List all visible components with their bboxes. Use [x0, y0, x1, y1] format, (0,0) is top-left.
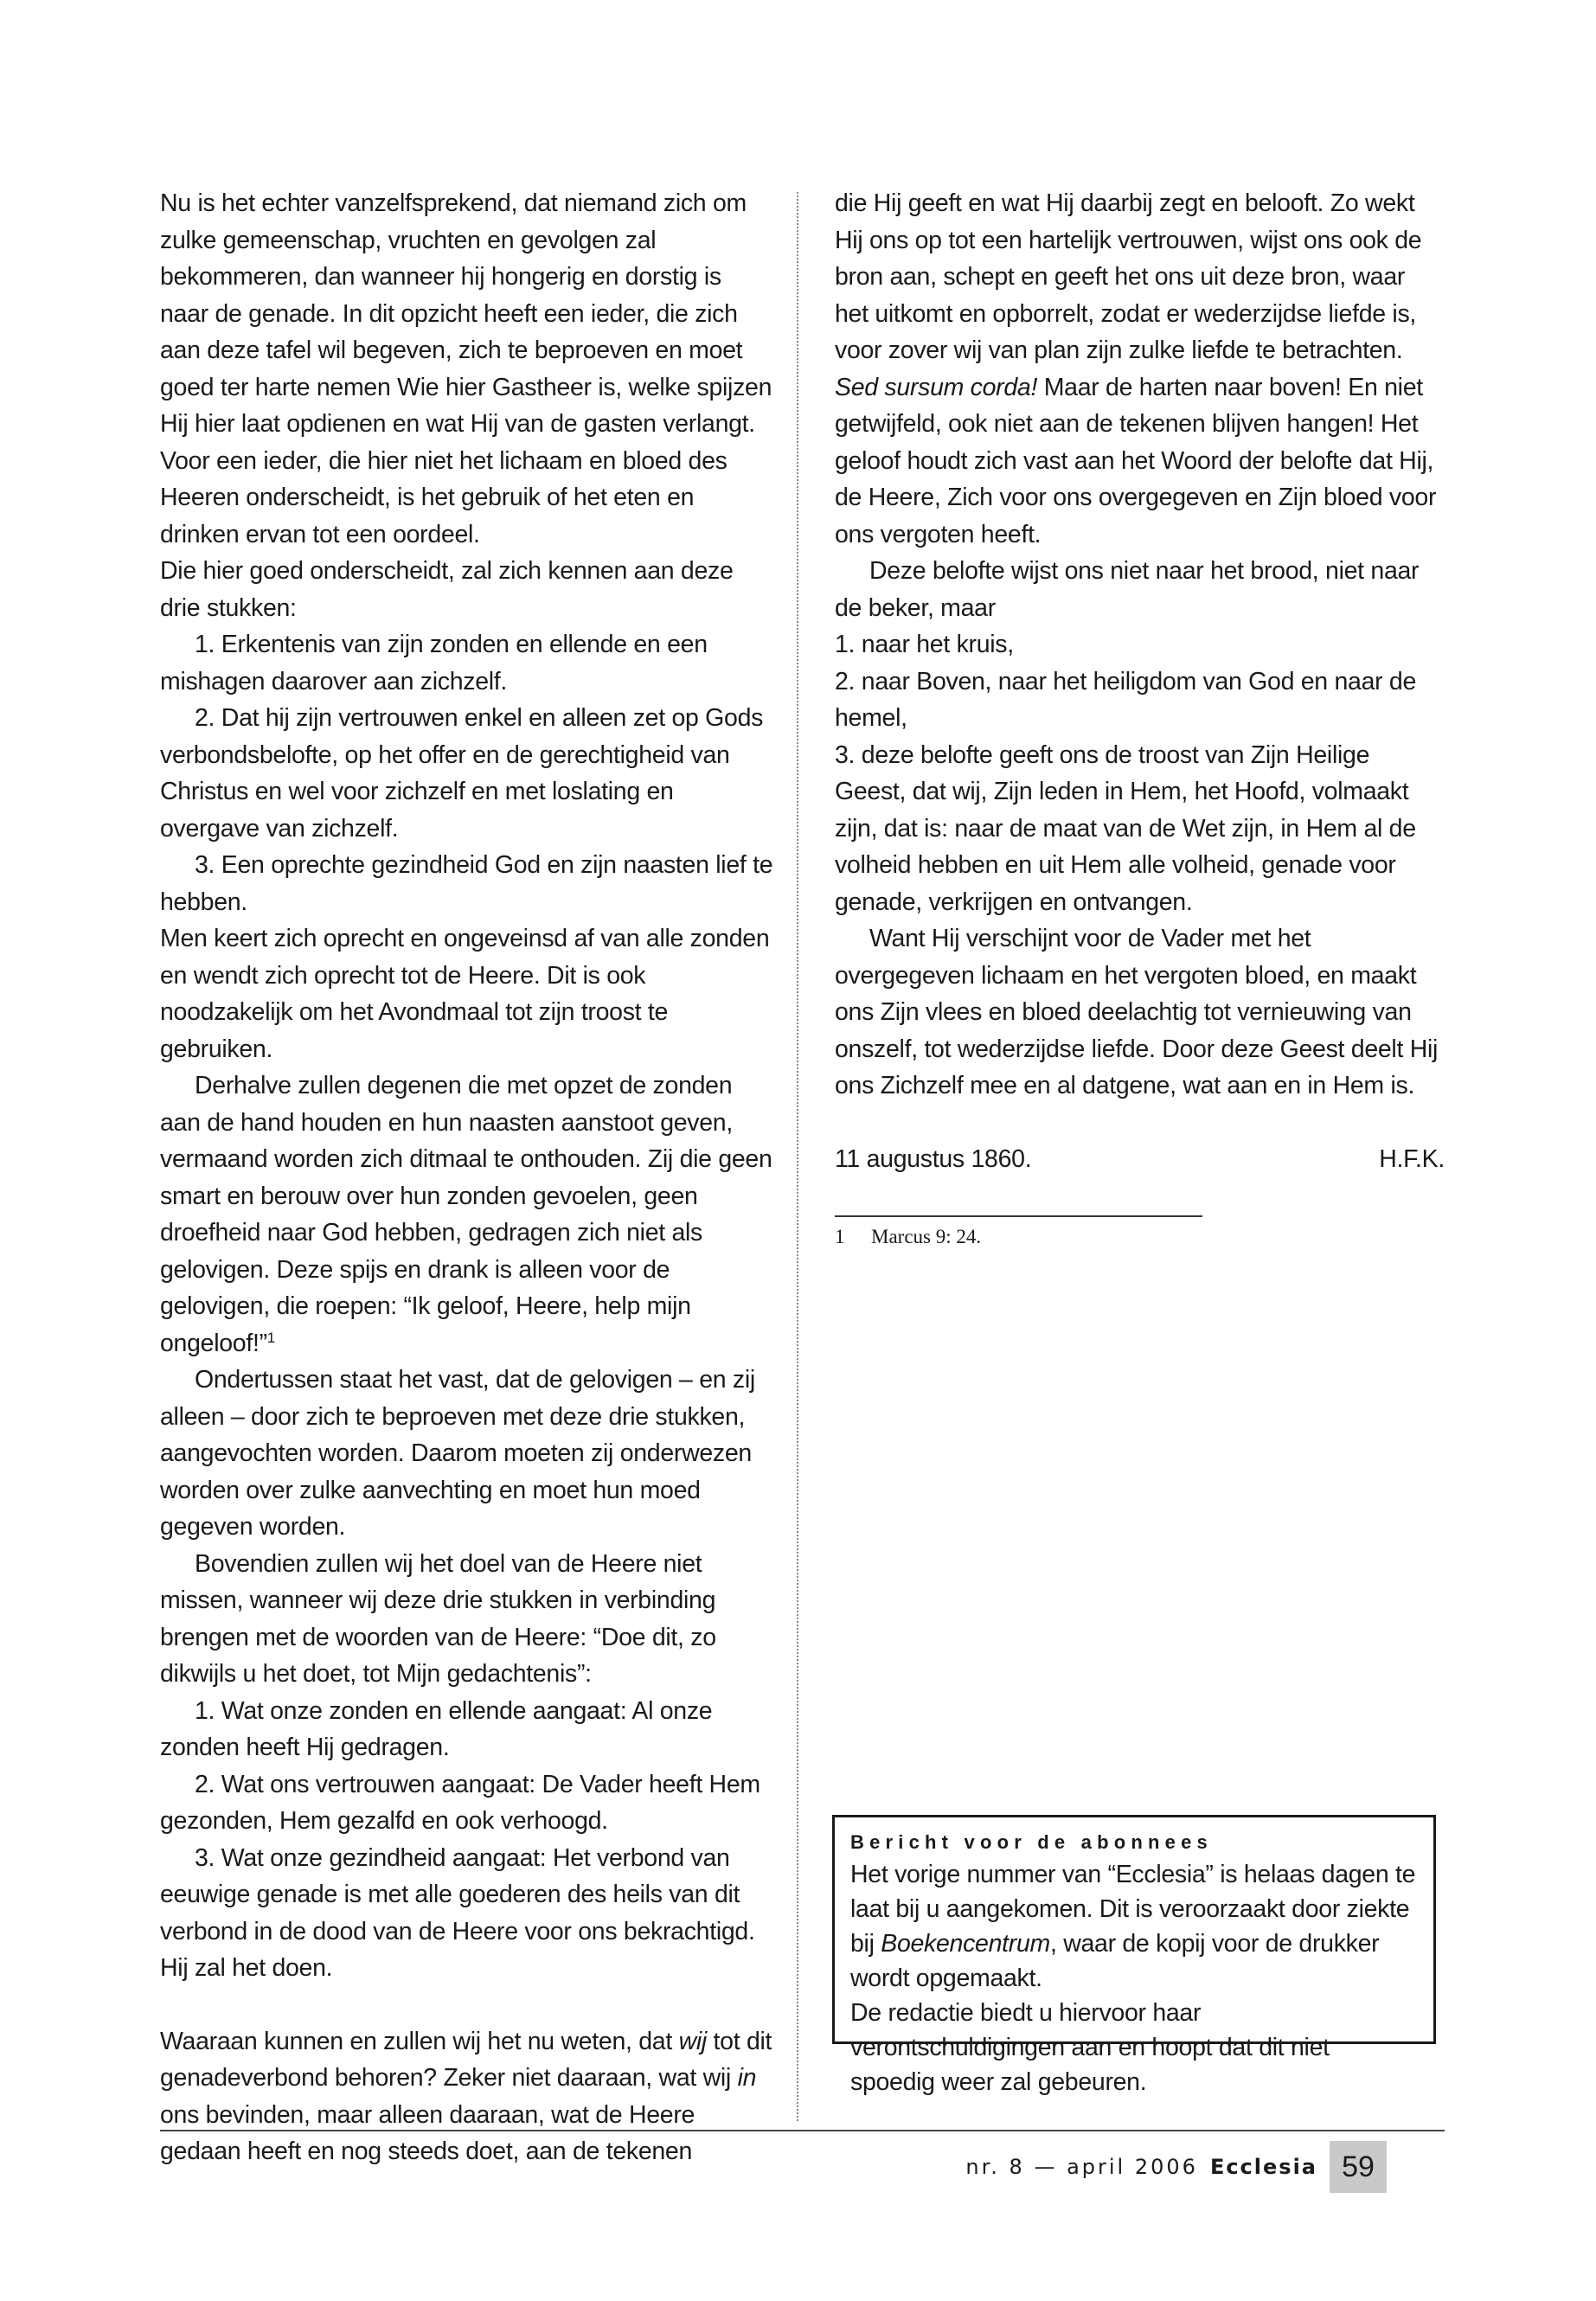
paragraph: Deze belofte wijst ons niet naar het brood, niet naar de beker, maar — [835, 557, 1420, 622]
list-item: 2. naar Boven, naar het heiligdom van God en naar de hemel, — [835, 667, 1417, 732]
list-item: 3. deze belofte geeft ons de troost van Zijn Heilige Geest, dat wij, Zijn leden in Hem, het Hoofd, volmaakt zijn, dat is: naar de maat van de Wet zijn, in Hem al de volheid hebben en uit Hem alle volheid, genade voor genade, verkrijgen en ontvangen. — [835, 740, 1416, 916]
paragraph — [160, 2023, 774, 2170]
italic-text: in — [737, 2064, 757, 2092]
paragraph: Nu is het echter vanzelfsprekend, dat niemand zich om zulke gemeenschap, vruchten en gevolgen zal bekommeren, dan wanneer hij hongerig en dorstig is naar de genade. In dit opzicht heeft een ieder, die zich aan deze tafel wil begeven, zich te beproeven en moet goed ter harte nemen Wie hier Gastheer is, welke spijzen Hij hier laat opdienen en wat Hij van de gasten verlangt. Voor een ieder, die hier niet het lichaam en bloed des Heeren onderscheidt, is het gebruik of het eten en drinken ervan tot een oordeel. — [160, 189, 772, 548]
list-item: 1. naar het kruis, — [835, 631, 1014, 658]
right-column — [835, 185, 1445, 1177]
dateline — [835, 1141, 1445, 1178]
footnote-text: Marcus 9: 24. — [871, 1226, 982, 1247]
left-column — [160, 185, 774, 2170]
notice-heading: Bericht voor de abonnees — [850, 1831, 1213, 1853]
list-item: 1. Erkentenis van zijn zonden en ellende en een mishagen daarover aan zichzelf. — [160, 631, 708, 695]
footer-rule — [160, 2130, 1445, 2131]
italic-text: wij — [678, 2027, 707, 2055]
text-run: , waar de kopij voor de drukker wordt opgemaakt. — [850, 1930, 1380, 1992]
text-run: tot dit genadeverbond behoren? Zeker niet daaraan, wat wij — [160, 2027, 772, 2092]
paragraph: Ondertussen staat het vast, dat de gelovigen – en zij alleen – door zich te beproeven met deze drie stukken, aangevochten worden. Daarom moeten zij onderwezen worden over zulke aanvechting en moet hun moed gegeven worden. — [160, 1366, 755, 1541]
subscriber-notice-box — [832, 1815, 1436, 2096]
notice-paragraph: De redactie biedt u hiervoor haar verontschuldigingen aan en hoopt dat dit niet spoedig weer zal gebeuren. — [850, 1999, 1330, 2096]
text-run: Waaraan kunnen en zullen wij het nu weten, dat — [160, 2027, 679, 2055]
issue-info: nr. 8 — april 2006 — [965, 2155, 1198, 2179]
list-item: 1. Wat onze zonden en ellende aangaat: Al onze zonden heeft Hij gedragen. — [160, 1696, 713, 1761]
list-item: 2. Wat ons vertrouwen aangaat: De Vader heeft Hem gezonden, Hem gezalfd en ook verhoogd. — [160, 1770, 760, 1835]
page-footer — [965, 2141, 1387, 2193]
notice-paragraph — [850, 1857, 1418, 1996]
text-run: ons bevinden, maar alleen daaraan, wat de Heere gedaan heeft en nog steeds doet, aan de tekenen — [160, 2100, 695, 2165]
italic-text: Boekencentrum — [881, 1930, 1050, 1958]
paragraph — [835, 185, 1445, 553]
paragraph: Want Hij verschijnt voor de Vader met het overgegeven lichaam en het vergoten bloed, en maakt ons Zijn vlees en bloed deelachtig tot vernieuwing van onszelf, tot wederzijdse liefde. Door deze Geest deelt Hij ons Zichzelf mee en al datgene, wat aan en in Hem is. — [835, 925, 1439, 1099]
footnote-number: 1 — [835, 1226, 845, 1247]
page-number: 59 — [1330, 2141, 1387, 2193]
list-item: 3. Wat onze gezindheid aangaat: Het verbond van eeuwige genade is met alle goederen des heils van dit verbond in de dood van de Heere voor ons bekrachtigd. Hij zal het doen. — [160, 1843, 755, 1982]
author-initials: H.F.K. — [1379, 1144, 1445, 1173]
list-item: 3. Een oprechte gezindheid God en zijn naasten lief te hebben. — [160, 851, 773, 916]
list-item: 2. Dat hij zijn vertrouwen enkel en alleen zet op Gods verbondsbelofte, op het offer en de gerechtigheid van Christus en wel voor zichzelf en met loslating en overgave van zichzelf. — [160, 704, 764, 843]
date: 11 augustus 1860. — [835, 1144, 1032, 1173]
paragraph-text: Derhalve zullen degenen die met opzet de zonden aan de hand houden en hun naasten aanstoot geven, vermaand worden zich ditmaal te onthouden. Zij die geen smart en berouw over hun zonden gevoelen, geen droefheid naar God hebben, gedragen zich niet als gelovigen. Deze spijs en drank is alleen voor de gelovigen, die roepen: “Ik geloof, Heere, help mijn ongeloof!” — [160, 1072, 772, 1357]
paragraph — [160, 1067, 774, 1362]
paragraph: Bovendien zullen wij het doel van de Heere niet missen, wanneer wij deze drie stukken in verbinding brengen met de woorden van de Heere: “Doe dit, zo dikwijls u het doet, tot Mijn gedachtenis”: — [160, 1549, 716, 1688]
paragraph: Men keert zich oprecht en ongeveinsd af van alle zonden en wendt zich oprecht tot de Heere. Dit is ook noodzakelijk om het Avondmaal tot zijn troost te gebruiken. — [160, 925, 770, 1063]
paragraph: Die hier goed onderscheidt, zal zich kennen aan deze drie stukken: — [160, 557, 734, 622]
magazine-name: Ecclesia — [1209, 2155, 1317, 2179]
text-run: Het vorige nummer van “Ecclesia” is helaas dagen te laat bij u aangekomen. Dit is veroorzaakt door ziekte bij — [850, 1861, 1416, 1958]
column-divider — [797, 192, 798, 2121]
footnote-reference: 1 — [266, 1329, 275, 1346]
text-run: die Hij geeft en wat Hij daarbij zegt en belooft. Zo wekt Hij ons op tot een hartelijk vertrouwen, wijst ons ook de bron aan, schept en geeft het ons uit deze bron, waar het uitkomt en opborrelt, zodat er wederzijdse liefde is, voor zover wij van plan zijn zulke liefde te betrachten. — [835, 189, 1422, 364]
footnote — [835, 1223, 981, 1251]
footnote-rule — [835, 1215, 1202, 1217]
text-run: Maar de harten naar boven! En niet getwijfeld, ook niet aan de tekenen blijven hangen! Het geloof houdt zich vast aan het Woord der belofte dat Hij, de Heere, Zich voor ons overgegeven en Zijn bloed voor ons vergoten heeft. — [835, 373, 1437, 548]
italic-text: Sed sursum corda! — [835, 373, 1038, 401]
